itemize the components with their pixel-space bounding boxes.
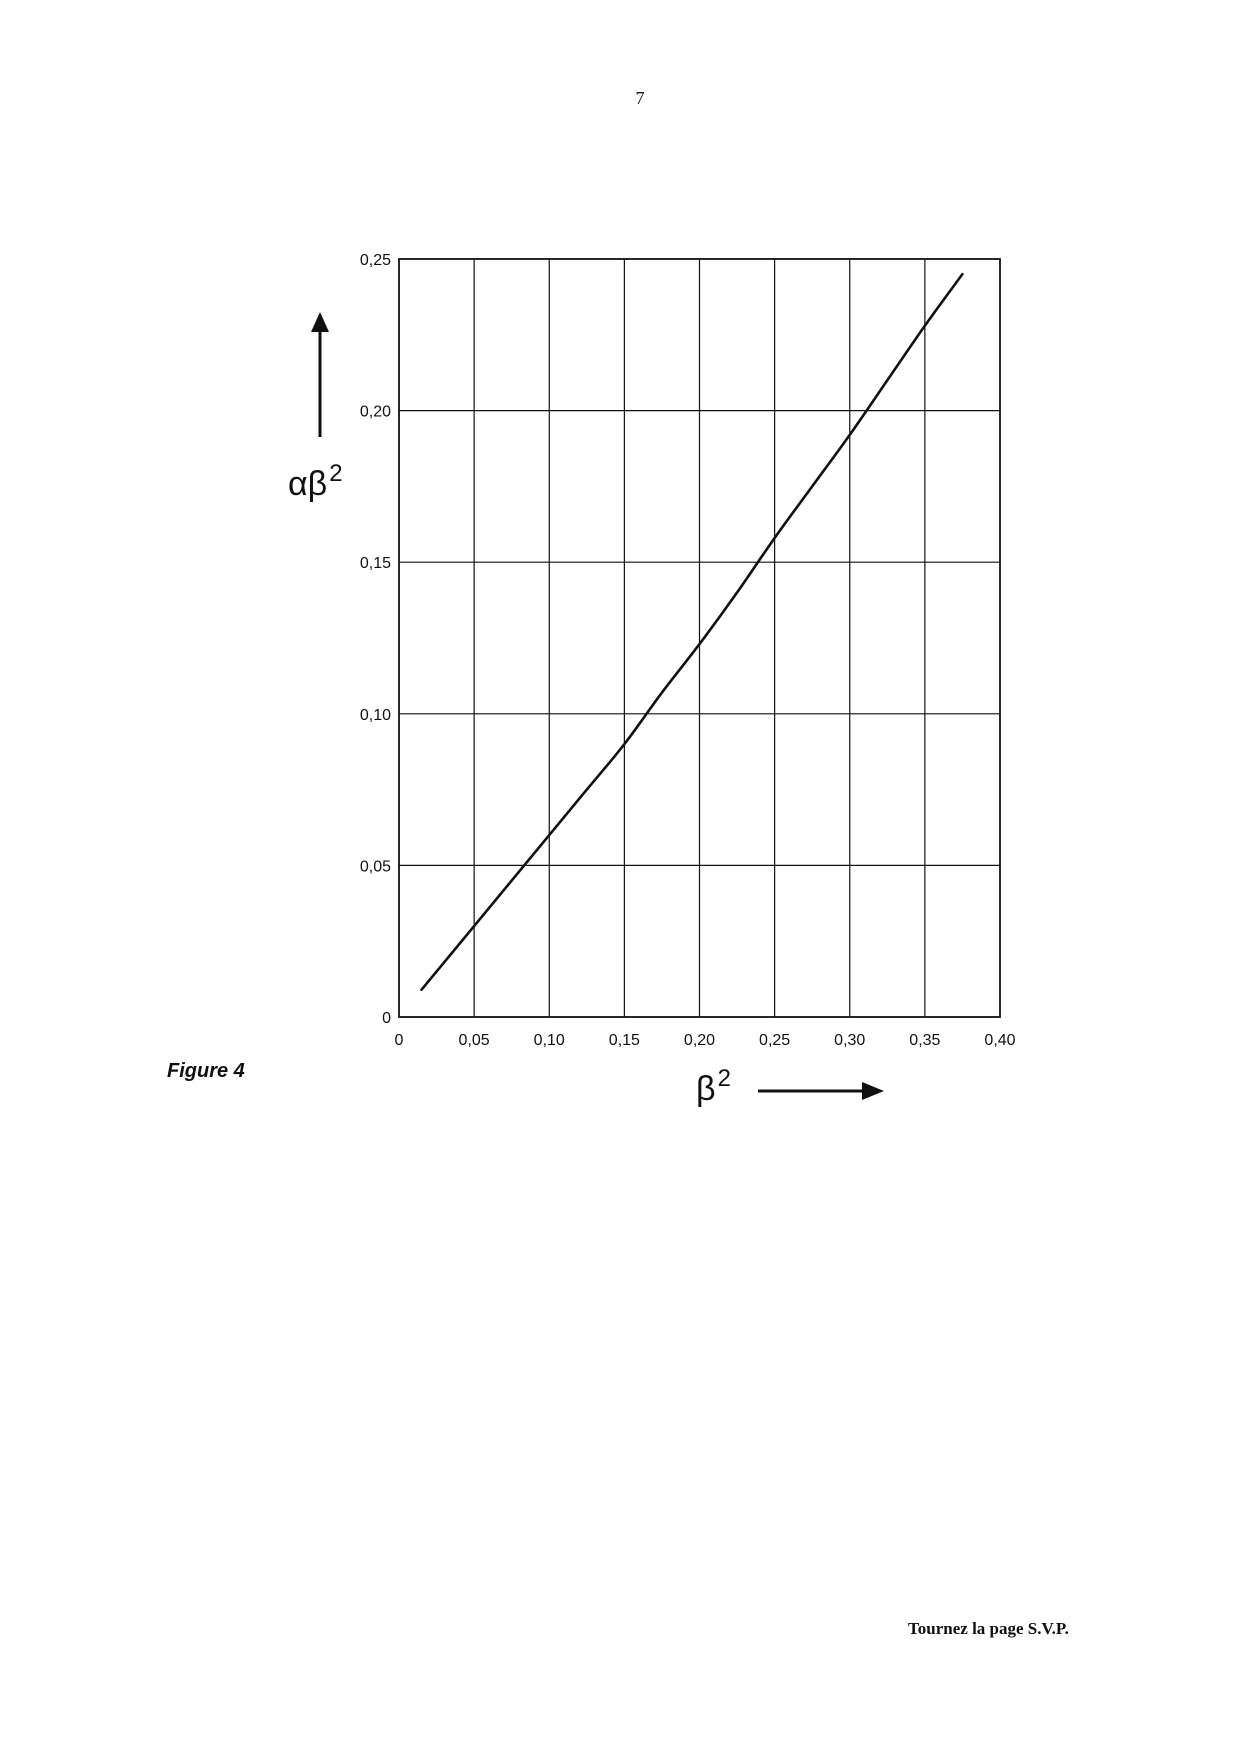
y-tick-label: 0,20	[359, 403, 391, 421]
y-axis-arrow-head	[311, 312, 329, 332]
y-axis-title: αβ2	[288, 460, 343, 503]
footer-note: Tournez la page S.V.P.	[908, 1619, 1069, 1638]
x-tick-labels	[395, 1032, 1016, 1049]
x-tick-label: 0,10	[533, 1032, 565, 1049]
x-tick-label: 0,35	[909, 1032, 941, 1049]
x-tick-label: 0	[394, 1032, 404, 1049]
series-line	[422, 274, 963, 990]
x-axis-arrow-head	[862, 1082, 884, 1100]
figure-label: Figure 4	[167, 1060, 245, 1082]
x-tick-label: 0,20	[683, 1032, 716, 1049]
y-tick-label: 0,05	[359, 858, 391, 876]
x-axis-title: β2	[696, 1065, 731, 1108]
y-tick-label: 0	[382, 1010, 391, 1027]
series	[422, 274, 963, 990]
x-tick-label: 0,05	[458, 1032, 490, 1049]
x-tick-label: 0,40	[984, 1032, 1016, 1049]
x-tick-label: 0,30	[834, 1032, 866, 1049]
y-tick-label: 0,15	[359, 555, 391, 573]
y-tick-labels	[360, 252, 391, 1027]
y-tick-label: 0,10	[359, 706, 391, 724]
y-axis-label	[288, 312, 343, 503]
grid	[399, 259, 1000, 1017]
x-tick-label: 0,15	[608, 1032, 640, 1049]
page-number: 7	[635, 88, 645, 108]
y-tick-label: 0,25	[359, 252, 391, 269]
x-tick-label: 0,25	[759, 1032, 791, 1049]
x-axis-label	[696, 1065, 884, 1108]
